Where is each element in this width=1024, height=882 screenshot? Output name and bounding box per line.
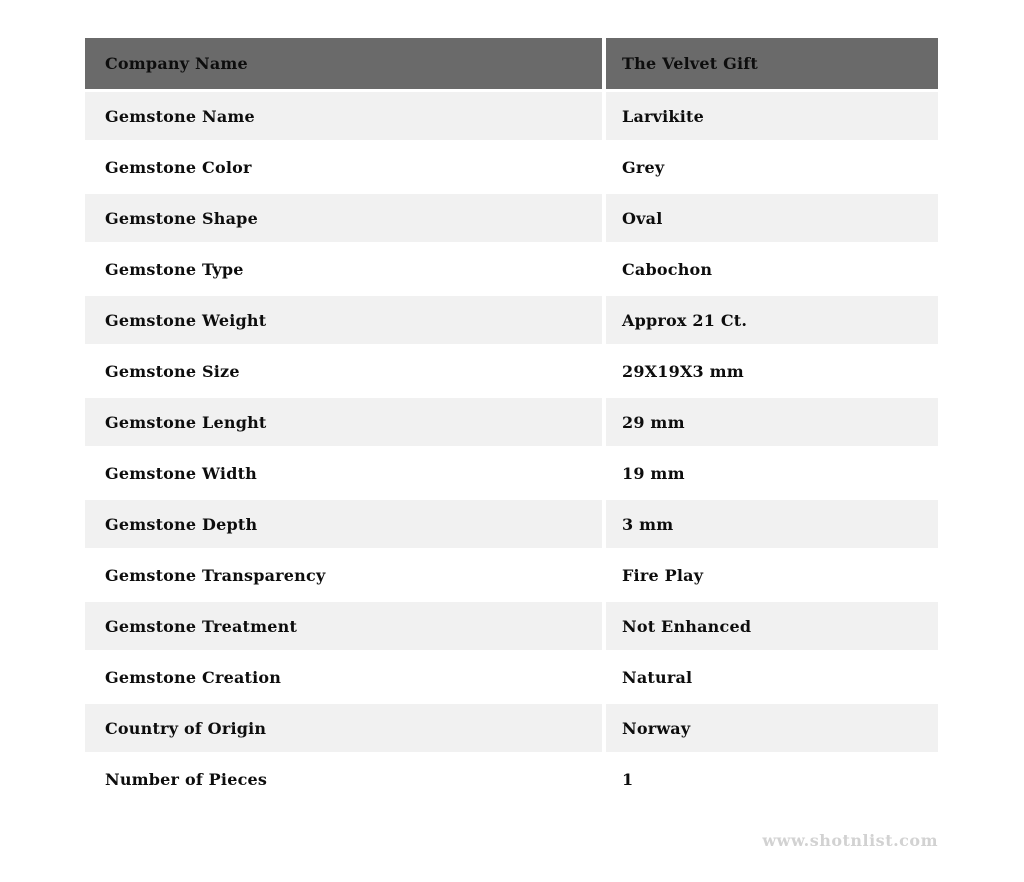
attribute-value-cell: Fire Play: [606, 551, 938, 599]
attribute-label-cell: Gemstone Treatment: [85, 602, 602, 650]
product-details-table: [85, 38, 938, 803]
attribute-value-cell: Natural: [606, 653, 938, 701]
attribute-value-cell: Not Enhanced: [606, 602, 938, 650]
attribute-value-cell: 1: [606, 755, 938, 803]
attribute-label-cell: Gemstone Size: [85, 347, 602, 395]
attribute-label-cell: Gemstone Depth: [85, 500, 602, 548]
attribute-value-cell: Cabochon: [606, 245, 938, 293]
attribute-label-cell: Number of Pieces: [85, 755, 602, 803]
attribute-label-cell: Gemstone Transparency: [85, 551, 602, 599]
attribute-label-cell: Gemstone Color: [85, 143, 602, 191]
attribute-value-cell: 29X19X3 mm: [606, 347, 938, 395]
attribute-value-cell: 19 mm: [606, 449, 938, 497]
header-label-cell: Company Name: [85, 38, 602, 89]
attribute-label-cell: Gemstone Lenght: [85, 398, 602, 446]
attribute-value-cell: Norway: [606, 704, 938, 752]
attribute-label-cell: Gemstone Creation: [85, 653, 602, 701]
attribute-value-cell: 3 mm: [606, 500, 938, 548]
attribute-label-cell: Gemstone Type: [85, 245, 602, 293]
watermark-text: www.shotnlist.com: [762, 831, 938, 850]
attribute-value-cell: Oval: [606, 194, 938, 242]
attribute-label-cell: Gemstone Width: [85, 449, 602, 497]
header-value-cell: The Velvet Gift: [606, 38, 938, 89]
attribute-value-cell: Grey: [606, 143, 938, 191]
attribute-label-cell: Country of Origin: [85, 704, 602, 752]
attribute-label-cell: Gemstone Weight: [85, 296, 602, 344]
attribute-value-cell: Approx 21 Ct.: [606, 296, 938, 344]
attribute-label-cell: Gemstone Shape: [85, 194, 602, 242]
attribute-value-cell: 29 mm: [606, 398, 938, 446]
attribute-value-cell: Larvikite: [606, 92, 938, 140]
attribute-label-cell: Gemstone Name: [85, 92, 602, 140]
